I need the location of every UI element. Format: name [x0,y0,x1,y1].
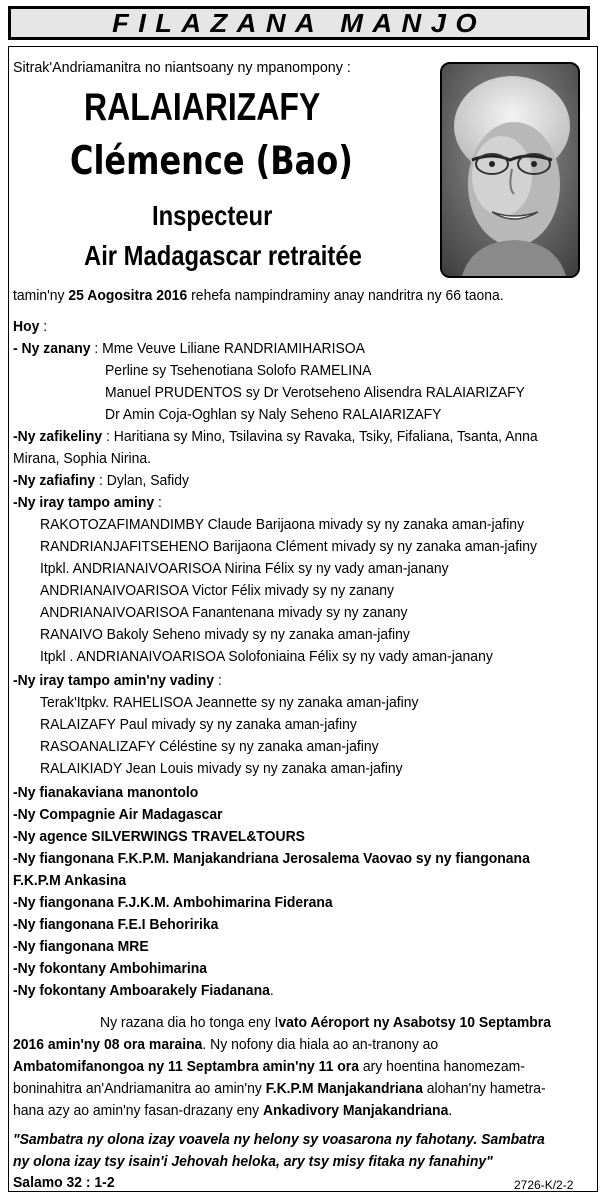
grandchildren-line: -Ny zafikeliny : Haritiana sy Mino, Tsilavina sy Ravaka, Tsiky, Fifaliana, Tsanta, Anna [13,428,538,445]
funeral-line-3: Ambatomifanongoa ny 11 Septambra amin'ny 11 ora ary hoentina hanomezam- [13,1058,525,1075]
list-item: Terak'Itpkv. RAHELISOA Jeannette sy ny zanaka aman-jafiny [40,694,419,711]
spouse-siblings-heading: -Ny iray tampo amin'ny vadiny : [13,672,222,689]
portrait-photo [440,62,580,278]
death-date: 25 Aogositra 2016 [68,287,188,304]
employer-line: Air Madagascar retraitée [84,240,362,271]
group-line: F.K.P.M Ankasina [13,872,127,889]
group-line-last: -Ny fokontany Amboarakely Fiadanana. [13,982,274,999]
notice-reference-code: 2726-K/2-2 [514,1178,574,1192]
job-title: Inspecteur [152,200,273,231]
funeral-line-1: Ny razana dia ho tonga eny Ivato Aéroport ny Asabotsy 10 Septambra [100,1014,551,1031]
list-item: Dr Amin Coja-Oghlan sy Naly Seheno RALAIARIZAFY [105,406,442,423]
list-item: ANDRIANAIVOARISOA Fanantenana mivady sy ny zanany [40,604,408,621]
bible-reference: Salamo 32 : 1-2 [13,1174,115,1191]
portrait-image [442,64,578,276]
bible-quote-line-1: "Sambatra ny olona izay voavela ny helony sy voasarona ny fahotany. Sambatra [13,1131,545,1148]
funeral-line-5: hana azy ao amin'ny fasan-drazany eny Ankadivory Manjakandriana. [13,1102,453,1119]
group-line: -Ny fiangonana F.E.I Behoririka [13,916,219,933]
list-item: RALAIZAFY Paul mivady sy ny zanaka aman-jafiny [40,716,357,733]
list-item: Itpkl . ANDRIANAIVOARISOA Solofoniaina Félix sy ny vady aman-janany [40,648,493,665]
list-item: RANDRIANJAFITSEHENO Barijaona Clément mivady sy ny zanaka aman-jafiny [40,538,537,555]
group-line: -Ny fokontany Ambohimarina [13,960,208,977]
list-item: RASOANALIZAFY Céléstine sy ny zanaka aman-jafiny [40,738,379,755]
group-line: -Ny fiangonana F.J.K.M. Ambohimarina Fiderana [13,894,333,911]
intro-text: Sitrak'Andriamanitra no niantsoany ny mpanompony : [13,59,351,76]
list-item: RANAIVO Bakoly Seheno mivady sy ny zanaka aman-jafiny [40,626,410,643]
children-first-line: - Ny zanany : Mme Veuve Liliane RANDRIAMIHARISOA [13,340,365,357]
list-item: RAKOTOZAFIMANDIMBY Claude Barijaona mivady sy ny zanaka aman-jafiny [40,516,525,533]
siblings-heading: -Ny iray tampo aminy : [13,494,162,511]
deceased-given-name: Clémence (Bao) [70,139,353,184]
great-grandchildren-label: -Ny zafiafiny [13,472,96,489]
death-date-line: tamin'ny 25 Aogositra 2016 rehefa nampindraminy anay nandritra ny 66 taona. [13,287,504,304]
funeral-line-4: boninahitra an'Andriamanitra ao amin'ny F.K.P.M Manjakandriana alohan'ny hametra- [13,1080,546,1097]
grandchildren-label: -Ny zafikeliny [13,428,103,445]
group-line: -Ny fiangonana F.K.P.M. Manjakandriana Jerosalema Vaovao sy ny fiangonana [13,850,530,867]
list-item: Itpkl. ANDRIANAIVOARISOA Nirina Félix sy ny vady aman-janany [40,560,449,577]
deceased-surname: RALAIARIZAFY [84,86,321,129]
header-banner [8,6,590,40]
list-item: RALAIKIADY Jean Louis mivady sy ny zanaka aman-jafiny [40,760,403,777]
group-line: -Ny Compagnie Air Madagascar [13,806,223,823]
group-line: -Ny fianakaviana manontolo [13,784,199,801]
group-line: -Ny fiangonana MRE [13,938,149,955]
banner-title: FILAZANA MANJO [112,7,486,38]
group-line: -Ny agence SILVERWINGS TRAVEL&TOURS [13,828,305,845]
grandchildren-line-2: Mirana, Sophia Nirina. [13,450,152,467]
list-item: Perline sy Tsehenotiana Solofo RAMELINA [105,362,372,379]
great-grandchildren-line: -Ny zafiafiny : Dylan, Safidy [13,472,190,489]
bible-quote-line-2: ny olona izay tsy isain'i Jehovah heloka, ary tsy misy fitaka ny fanahiny" [13,1153,493,1170]
funeral-line-2: 2016 amin'ny 08 ora maraina. Ny nofony dia hiala ao an-tranony ao [13,1036,439,1053]
list-item: ANDRIANAIVOARISOA Victor Félix mivady sy ny zanany [40,582,395,599]
hoy-line: Hoy : [13,318,48,335]
list-item: Manuel PRUDENTOS sy Dr Verotseheno Alisendra RALAIARIZAFY [105,384,525,401]
children-label: - Ny zanany [13,340,91,357]
